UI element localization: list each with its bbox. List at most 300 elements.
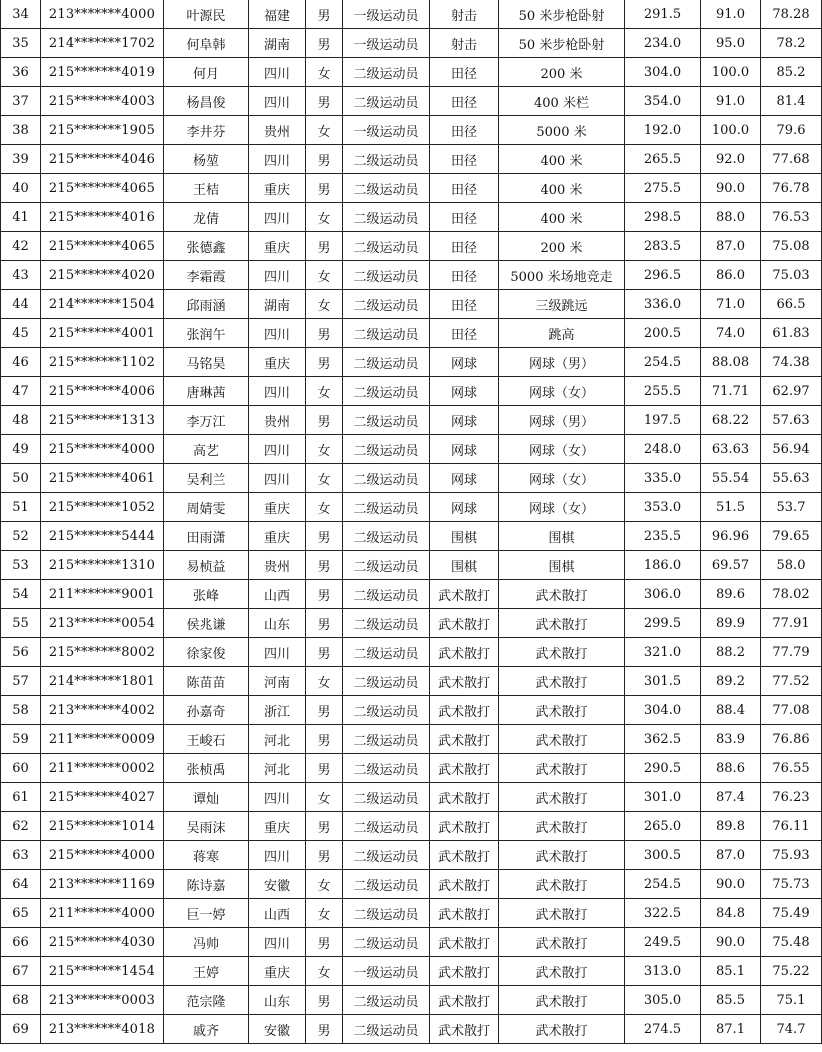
row-number-cell: 53 [1,551,41,580]
score-b-cell: 69.57 [701,551,761,580]
id-number-cell: 214*******1504 [41,290,164,319]
id-number-cell: 215*******4065 [41,174,164,203]
total-score-cell: 81.4 [761,87,822,116]
row-number-cell: 54 [1,580,41,609]
id-number-cell: 215*******4000 [41,841,164,870]
table-row [1,986,822,1015]
province-cell: 重庆 [249,957,306,986]
row-number-cell: 63 [1,841,41,870]
province-cell: 四川 [249,377,306,406]
score-b-cell: 84.8 [701,899,761,928]
id-number-cell: 213*******4002 [41,696,164,725]
athlete-name-cell: 徐家俊 [164,638,249,667]
athlete-grade-cell: 二级运动员 [343,783,430,812]
score-b-cell: 91.0 [701,87,761,116]
score-b-cell: 71.71 [701,377,761,406]
event-cell: 50 米步枪卧射 [499,0,625,29]
gender-cell: 男 [306,406,343,435]
athlete-name-cell: 周婧雯 [164,493,249,522]
id-number-cell: 213*******0054 [41,609,164,638]
athlete-name-cell: 张峰 [164,580,249,609]
total-score-cell: 77.68 [761,145,822,174]
sport-cell: 田径 [430,232,499,261]
athlete-grade-cell: 二级运动员 [343,58,430,87]
id-number-cell: 215*******4020 [41,261,164,290]
athlete-grade-cell: 二级运动员 [343,203,430,232]
sport-cell: 武术散打 [430,841,499,870]
score-b-cell: 89.8 [701,812,761,841]
athlete-name-cell: 龙倩 [164,203,249,232]
province-cell: 四川 [249,841,306,870]
event-cell: 武术散打 [499,754,625,783]
table-row [1,58,822,87]
table-row [1,0,822,29]
table-row [1,551,822,580]
id-number-cell: 215*******1102 [41,348,164,377]
event-cell: 围棋 [499,551,625,580]
total-score-cell: 79.65 [761,522,822,551]
id-number-cell: 215*******1454 [41,957,164,986]
table-row [1,928,822,957]
province-cell: 山东 [249,986,306,1015]
province-cell: 四川 [249,928,306,957]
sport-cell: 网球 [430,493,499,522]
row-number-cell: 58 [1,696,41,725]
score-a-cell: 265.0 [625,812,701,841]
athlete-name-cell: 范宗隆 [164,986,249,1015]
id-number-cell: 211*******0009 [41,725,164,754]
athlete-grade-cell: 二级运动员 [343,290,430,319]
sport-cell: 武术散打 [430,870,499,899]
score-b-cell: 100.0 [701,58,761,87]
sport-cell: 田径 [430,116,499,145]
score-a-cell: 300.5 [625,841,701,870]
gender-cell: 男 [306,1015,343,1044]
id-number-cell: 215*******1313 [41,406,164,435]
score-a-cell: 354.0 [625,87,701,116]
score-a-cell: 291.5 [625,0,701,29]
province-cell: 重庆 [249,174,306,203]
gender-cell: 男 [306,87,343,116]
row-number-cell: 41 [1,203,41,232]
row-number-cell: 55 [1,609,41,638]
total-score-cell: 85.2 [761,58,822,87]
table-row [1,609,822,638]
athlete-name-cell: 戚齐 [164,1015,249,1044]
gender-cell: 男 [306,725,343,754]
id-number-cell: 215*******4003 [41,87,164,116]
score-b-cell: 89.6 [701,580,761,609]
row-number-cell: 52 [1,522,41,551]
total-score-cell: 78.02 [761,580,822,609]
row-number-cell: 65 [1,899,41,928]
province-cell: 福建 [249,0,306,29]
province-cell: 四川 [249,464,306,493]
id-number-cell: 215*******4030 [41,928,164,957]
score-b-cell: 85.1 [701,957,761,986]
gender-cell: 男 [306,29,343,58]
id-number-cell: 215*******4061 [41,464,164,493]
id-number-cell: 214*******1702 [41,29,164,58]
table-row [1,290,822,319]
score-a-cell: 298.5 [625,203,701,232]
id-number-cell: 214*******1801 [41,667,164,696]
score-a-cell: 353.0 [625,493,701,522]
id-number-cell: 215*******4001 [41,319,164,348]
event-cell: 武术散打 [499,725,625,754]
event-cell: 400 米 [499,203,625,232]
sport-cell: 田径 [430,203,499,232]
row-number-cell: 39 [1,145,41,174]
event-cell: 武术散打 [499,986,625,1015]
sport-cell: 田径 [430,319,499,348]
score-b-cell: 68.22 [701,406,761,435]
total-score-cell: 75.48 [761,928,822,957]
province-cell: 重庆 [249,232,306,261]
total-score-cell: 76.55 [761,754,822,783]
id-number-cell: 213*******4000 [41,0,164,29]
total-score-cell: 61.83 [761,319,822,348]
sport-cell: 田径 [430,58,499,87]
table-row [1,87,822,116]
sport-cell: 射击 [430,0,499,29]
athlete-name-cell: 张德鑫 [164,232,249,261]
sport-cell: 武术散打 [430,580,499,609]
row-number-cell: 47 [1,377,41,406]
sport-cell: 网球 [430,377,499,406]
athlete-grade-cell: 一级运动员 [343,116,430,145]
athlete-grade-cell: 一级运动员 [343,29,430,58]
row-number-cell: 56 [1,638,41,667]
sport-cell: 田径 [430,290,499,319]
gender-cell: 女 [306,783,343,812]
province-cell: 河北 [249,725,306,754]
athlete-name-cell: 李万江 [164,406,249,435]
score-b-cell: 88.6 [701,754,761,783]
event-cell: 5000 米 [499,116,625,145]
table-row [1,435,822,464]
athlete-grade-cell: 二级运动员 [343,319,430,348]
athlete-name-cell: 谭灿 [164,783,249,812]
sport-cell: 武术散打 [430,783,499,812]
sport-cell: 武术散打 [430,1015,499,1044]
event-cell: 武术散打 [499,667,625,696]
score-a-cell: 322.5 [625,899,701,928]
score-a-cell: 301.5 [625,667,701,696]
score-b-cell: 100.0 [701,116,761,145]
province-cell: 四川 [249,261,306,290]
score-b-cell: 90.0 [701,174,761,203]
table-row [1,377,822,406]
total-score-cell: 78.28 [761,0,822,29]
gender-cell: 男 [306,696,343,725]
event-cell: 网球（女） [499,435,625,464]
id-number-cell: 213*******4018 [41,1015,164,1044]
athlete-grade-cell: 一级运动员 [343,957,430,986]
table-row [1,464,822,493]
sport-cell: 武术散打 [430,986,499,1015]
province-cell: 山东 [249,609,306,638]
id-number-cell: 215*******4016 [41,203,164,232]
score-b-cell: 87.1 [701,1015,761,1044]
athlete-name-cell: 王峻石 [164,725,249,754]
score-a-cell: 362.5 [625,725,701,754]
sport-cell: 武术散打 [430,609,499,638]
event-cell: 武术散打 [499,609,625,638]
athlete-name-cell: 李井芬 [164,116,249,145]
row-number-cell: 64 [1,870,41,899]
event-cell: 50 米步枪卧射 [499,29,625,58]
athlete-name-cell: 吴利兰 [164,464,249,493]
total-score-cell: 75.49 [761,899,822,928]
total-score-cell: 76.78 [761,174,822,203]
table-row [1,348,822,377]
score-a-cell: 192.0 [625,116,701,145]
id-number-cell: 215*******4046 [41,145,164,174]
score-a-cell: 313.0 [625,957,701,986]
athlete-grade-cell: 二级运动员 [343,870,430,899]
id-number-cell: 215*******1310 [41,551,164,580]
table-row [1,116,822,145]
score-a-cell: 186.0 [625,551,701,580]
table-row [1,261,822,290]
gender-cell: 女 [306,116,343,145]
total-score-cell: 75.1 [761,986,822,1015]
row-number-cell: 66 [1,928,41,957]
total-score-cell: 74.38 [761,348,822,377]
table-row [1,319,822,348]
gender-cell: 男 [306,841,343,870]
event-cell: 网球（男） [499,348,625,377]
row-number-cell: 60 [1,754,41,783]
athlete-name-cell: 陈苗苗 [164,667,249,696]
gender-cell: 男 [306,522,343,551]
total-score-cell: 53.7 [761,493,822,522]
gender-cell: 女 [306,667,343,696]
score-b-cell: 63.63 [701,435,761,464]
sport-cell: 武术散打 [430,899,499,928]
event-cell: 武术散打 [499,580,625,609]
row-number-cell: 51 [1,493,41,522]
sport-cell: 田径 [430,174,499,203]
event-cell: 武术散打 [499,638,625,667]
sport-cell: 武术散打 [430,957,499,986]
province-cell: 湖南 [249,29,306,58]
score-b-cell: 91.0 [701,0,761,29]
athlete-grade-cell: 二级运动员 [343,1015,430,1044]
gender-cell: 男 [306,0,343,29]
province-cell: 重庆 [249,493,306,522]
total-score-cell: 79.6 [761,116,822,145]
total-score-cell: 78.2 [761,29,822,58]
row-number-cell: 68 [1,986,41,1015]
athlete-name-cell: 孙嘉奇 [164,696,249,725]
total-score-cell: 56.94 [761,435,822,464]
score-a-cell: 335.0 [625,464,701,493]
athlete-name-cell: 易桢益 [164,551,249,580]
province-cell: 四川 [249,435,306,464]
total-score-cell: 75.03 [761,261,822,290]
athlete-grade-cell: 二级运动员 [343,493,430,522]
athlete-grade-cell: 二级运动员 [343,725,430,754]
row-number-cell: 44 [1,290,41,319]
total-score-cell: 76.53 [761,203,822,232]
athlete-name-cell: 邱雨涵 [164,290,249,319]
table-row [1,29,822,58]
total-score-cell: 74.7 [761,1015,822,1044]
event-cell: 跳高 [499,319,625,348]
event-cell: 武术散打 [499,957,625,986]
gender-cell: 女 [306,290,343,319]
table-row [1,957,822,986]
sport-cell: 武术散打 [430,725,499,754]
score-a-cell: 275.5 [625,174,701,203]
gender-cell: 女 [306,377,343,406]
gender-cell: 女 [306,870,343,899]
id-number-cell: 211*******4000 [41,899,164,928]
score-a-cell: 274.5 [625,1015,701,1044]
province-cell: 湖南 [249,290,306,319]
athlete-grade-cell: 二级运动员 [343,667,430,696]
sport-cell: 武术散打 [430,696,499,725]
event-cell: 武术散打 [499,812,625,841]
gender-cell: 男 [306,609,343,638]
athlete-grade-cell: 二级运动员 [343,986,430,1015]
province-cell: 四川 [249,638,306,667]
province-cell: 四川 [249,203,306,232]
score-a-cell: 336.0 [625,290,701,319]
athlete-name-cell: 杨昌俊 [164,87,249,116]
athlete-name-cell: 张润午 [164,319,249,348]
table-row [1,638,822,667]
row-number-cell: 57 [1,667,41,696]
table-row [1,580,822,609]
sport-cell: 网球 [430,435,499,464]
score-a-cell: 249.5 [625,928,701,957]
score-a-cell: 248.0 [625,435,701,464]
athlete-grade-cell: 二级运动员 [343,754,430,783]
athlete-name-cell: 侯兆谦 [164,609,249,638]
gender-cell: 男 [306,986,343,1015]
total-score-cell: 76.11 [761,812,822,841]
gender-cell: 男 [306,232,343,261]
athlete-grade-cell: 二级运动员 [343,87,430,116]
gender-cell: 男 [306,812,343,841]
score-b-cell: 88.0 [701,203,761,232]
province-cell: 安徽 [249,1015,306,1044]
total-score-cell: 66.5 [761,290,822,319]
score-a-cell: 304.0 [625,58,701,87]
table-row [1,783,822,812]
total-score-cell: 58.0 [761,551,822,580]
score-b-cell: 87.0 [701,841,761,870]
total-score-cell: 76.86 [761,725,822,754]
gender-cell: 男 [306,145,343,174]
event-cell: 200 米 [499,58,625,87]
athlete-name-cell: 何阜韩 [164,29,249,58]
event-cell: 网球（女） [499,493,625,522]
gender-cell: 女 [306,957,343,986]
gender-cell: 男 [306,319,343,348]
table-row [1,203,822,232]
event-cell: 400 米 [499,174,625,203]
score-b-cell: 83.9 [701,725,761,754]
table-row [1,812,822,841]
total-score-cell: 77.91 [761,609,822,638]
row-number-cell: 43 [1,261,41,290]
gender-cell: 男 [306,638,343,667]
row-number-cell: 42 [1,232,41,261]
athlete-grade-cell: 二级运动员 [343,464,430,493]
id-number-cell: 215*******4065 [41,232,164,261]
event-cell: 5000 米场地竞走 [499,261,625,290]
table-row [1,667,822,696]
score-a-cell: 304.0 [625,696,701,725]
gender-cell: 男 [306,174,343,203]
province-cell: 四川 [249,145,306,174]
event-cell: 武术散打 [499,841,625,870]
row-number-cell: 48 [1,406,41,435]
province-cell: 贵州 [249,551,306,580]
sport-cell: 田径 [430,261,499,290]
gender-cell: 男 [306,754,343,783]
score-b-cell: 90.0 [701,870,761,899]
province-cell: 重庆 [249,522,306,551]
sport-cell: 网球 [430,464,499,493]
event-cell: 武术散打 [499,870,625,899]
score-a-cell: 301.0 [625,783,701,812]
row-number-cell: 45 [1,319,41,348]
score-b-cell: 92.0 [701,145,761,174]
athlete-grade-cell: 二级运动员 [343,841,430,870]
id-number-cell: 215*******4019 [41,58,164,87]
score-a-cell: 254.5 [625,870,701,899]
athlete-name-cell: 李霜霞 [164,261,249,290]
athlete-grade-cell: 二级运动员 [343,232,430,261]
gender-cell: 女 [306,464,343,493]
score-b-cell: 87.4 [701,783,761,812]
athlete-grade-cell: 二级运动员 [343,928,430,957]
province-cell: 四川 [249,319,306,348]
score-a-cell: 305.0 [625,986,701,1015]
province-cell: 贵州 [249,116,306,145]
row-number-cell: 67 [1,957,41,986]
id-number-cell: 215*******4000 [41,435,164,464]
event-cell: 400 米 [499,145,625,174]
athlete-name-cell: 张桢禹 [164,754,249,783]
table-body [1,0,822,1044]
gender-cell: 男 [306,348,343,377]
row-number-cell: 35 [1,29,41,58]
athlete-grade-cell: 二级运动员 [343,145,430,174]
score-a-cell: 255.5 [625,377,701,406]
score-a-cell: 234.0 [625,29,701,58]
table-row [1,841,822,870]
athlete-grade-cell: 二级运动员 [343,696,430,725]
id-number-cell: 211*******0002 [41,754,164,783]
score-a-cell: 306.0 [625,580,701,609]
sport-cell: 武术散打 [430,812,499,841]
row-number-cell: 62 [1,812,41,841]
sport-cell: 武术散打 [430,754,499,783]
total-score-cell: 75.93 [761,841,822,870]
event-cell: 网球（女） [499,377,625,406]
score-a-cell: 254.5 [625,348,701,377]
total-score-cell: 77.08 [761,696,822,725]
id-number-cell: 213*******0003 [41,986,164,1015]
gender-cell: 女 [306,58,343,87]
athlete-name-cell: 蒋寒 [164,841,249,870]
